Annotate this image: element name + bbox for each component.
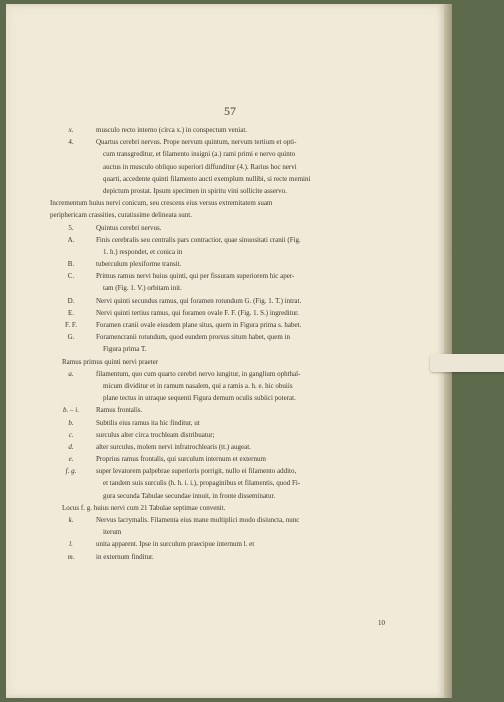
line-text: cum transgreditur, et filamento insigni (a.) rami primi e nervo quinto bbox=[103, 150, 296, 159]
text-line bbox=[50, 331, 390, 343]
line-text: unita apparent. Ipse in surculum praecipue internum l. et bbox=[96, 540, 255, 549]
text-line bbox=[50, 429, 390, 441]
text-line bbox=[50, 380, 390, 392]
text-line bbox=[50, 514, 390, 526]
text-line bbox=[50, 136, 390, 148]
page-text bbox=[50, 124, 390, 563]
text-line bbox=[50, 538, 390, 550]
text-line bbox=[50, 502, 390, 514]
line-text: Foramencranii rotundum, quod eundem prorsus situm habet, quem in bbox=[96, 333, 291, 342]
line-label: b. – i. bbox=[63, 406, 79, 415]
line-text: plane tectus in utraque sequenti Figura demum oculis subiici poterat. bbox=[103, 394, 296, 403]
line-text: musculo recto interno (circa x.) in conspectum veniat. bbox=[96, 126, 248, 134]
line-text: Foramen cranii ovale eiusdem plane situs, quem in Figura prima s. habet. bbox=[96, 321, 302, 329]
line-text: Figura prima T. bbox=[103, 345, 147, 354]
line-text: Nervi quinti secundus ramus, qui foramen rotundum G. (Fig. 1. T.) intrat. bbox=[96, 296, 302, 305]
line-text: filamentum, quo cum quarto cerebri nervo iungitur, in ganglium ophthal- bbox=[96, 369, 301, 378]
text-line bbox=[50, 453, 390, 465]
line-label: F. F. bbox=[65, 321, 77, 329]
line-label: l. bbox=[69, 540, 73, 549]
text-line bbox=[50, 197, 390, 209]
line-text: auctus in musculo obliquo superiori diffunditur (4.). Rarius hoc nervi bbox=[103, 162, 297, 171]
line-text: iterum bbox=[103, 528, 122, 537]
text-line bbox=[50, 417, 390, 429]
text-line bbox=[50, 124, 390, 136]
page-tab bbox=[430, 354, 504, 372]
line-text: Subtilis eius ramus ita hic finditur, ut bbox=[96, 418, 200, 427]
text-line bbox=[50, 392, 390, 404]
text-line bbox=[50, 222, 390, 234]
text-line bbox=[50, 270, 390, 282]
line-label: a. bbox=[68, 369, 74, 378]
line-label: E. bbox=[67, 308, 75, 317]
line-label: m. bbox=[67, 552, 75, 561]
text-line bbox=[50, 246, 390, 258]
line-text: super levatorem palpebrae superioris porrigit, nullo ei filamento addito, bbox=[96, 467, 297, 476]
line-text: Primus ramus nervi huius quinti, qui per fissuram superiorem hic aper- bbox=[96, 272, 295, 281]
line-text: Quintus cerebri nervus. bbox=[96, 223, 162, 232]
text-line bbox=[50, 343, 390, 355]
line-text: alter surculus, molem nervi infratrochlearis (tt.) augeat. bbox=[96, 442, 251, 451]
line-text: tuberculum plexiforme transit. bbox=[96, 260, 182, 269]
text-line bbox=[50, 258, 390, 270]
binding-edge bbox=[444, 4, 452, 698]
line-text: quarti, accedente quinti filamento aucti exemplum nullibi, si recte memini bbox=[103, 174, 311, 183]
text-line bbox=[50, 185, 390, 197]
line-label: D. bbox=[67, 296, 75, 305]
text-line bbox=[50, 551, 390, 563]
line-text: in externum finditur. bbox=[96, 552, 154, 561]
line-text: Nervi quinti tertius ramus, qui foramen ovale F. F. (Fig. 1. S.) ingreditur. bbox=[96, 308, 299, 317]
signature-mark: 10 bbox=[378, 619, 385, 627]
line-label: x. bbox=[68, 126, 74, 134]
line-text: Locus f. g. huius nervi cum 21 Tabulae septimae convenit. bbox=[62, 503, 226, 512]
text-line bbox=[50, 465, 390, 477]
line-text: Proprius ramus frontalis, qui surculum internum et externum bbox=[96, 455, 266, 464]
line-label: 4. bbox=[68, 138, 74, 147]
text-line bbox=[50, 477, 390, 489]
text-line bbox=[50, 161, 390, 173]
line-text: Quartus cerebri nervus. Prope nervum quintum, nervum tertium et opti- bbox=[96, 138, 297, 147]
line-label: 5. bbox=[68, 223, 74, 232]
line-label: C. bbox=[67, 272, 75, 281]
line-text: 1. h.) respondet, et conica in bbox=[103, 247, 183, 256]
text-line bbox=[50, 234, 390, 246]
text-line bbox=[50, 404, 390, 416]
text-line bbox=[50, 356, 390, 368]
line-label: G. bbox=[67, 333, 75, 342]
text-line bbox=[50, 173, 390, 185]
line-text: Incrementum huius nervi conicum, seu crescens eius versus extremitatem suam bbox=[50, 199, 273, 208]
line-label: b. bbox=[68, 418, 74, 427]
line-text: Ramus frontalis. bbox=[96, 406, 143, 415]
line-label: f. g. bbox=[65, 467, 77, 476]
line-text: surculus alter circa trochleam distribuatur; bbox=[96, 430, 215, 439]
line-text: Ramus primus quinti nervi praeter bbox=[62, 357, 159, 366]
line-label: k. bbox=[68, 516, 74, 524]
text-line bbox=[50, 282, 390, 294]
text-line bbox=[50, 490, 390, 502]
text-line bbox=[50, 319, 390, 331]
line-label: e. bbox=[68, 455, 74, 464]
text-line bbox=[50, 209, 390, 221]
line-text: depictum prostat. Ipsum specimen in spiritu vini sollicite asservo. bbox=[103, 186, 287, 195]
line-label: B. bbox=[67, 260, 75, 269]
line-label: d. bbox=[68, 442, 74, 451]
line-text: et tandem suis surculis (h. h. i. i.), propaginibus et filamentis, quod Fi- bbox=[103, 479, 301, 488]
book-page bbox=[6, 4, 444, 698]
line-label: A. bbox=[67, 235, 75, 244]
line-text: tam (Fig. 1. V.) orbitam init. bbox=[103, 284, 182, 293]
text-line bbox=[50, 526, 390, 538]
line-text: Finis cerebralis seu centralis pars contractior, quae sinuositati cranii (Fig. bbox=[96, 235, 301, 244]
line-text: micum dividitur et in ramum nasalem, qui a ramis a. h. e. hic obuiis bbox=[103, 381, 293, 390]
line-text: gura secunda Tabulae secundae innuit, in fronte disseminatur. bbox=[103, 491, 276, 500]
text-line bbox=[50, 441, 390, 453]
text-line bbox=[50, 148, 390, 160]
text-line bbox=[50, 307, 390, 319]
line-text: Nervus lacrymalis. Filamenta eius mane multiplici modo disiuncta, nunc bbox=[96, 516, 300, 524]
page-number: 57 bbox=[224, 104, 236, 118]
text-line bbox=[50, 368, 390, 380]
line-label: c. bbox=[68, 430, 74, 439]
text-line bbox=[50, 295, 390, 307]
line-text: periphericam crassities, curatissime delineata sunt. bbox=[50, 211, 192, 220]
